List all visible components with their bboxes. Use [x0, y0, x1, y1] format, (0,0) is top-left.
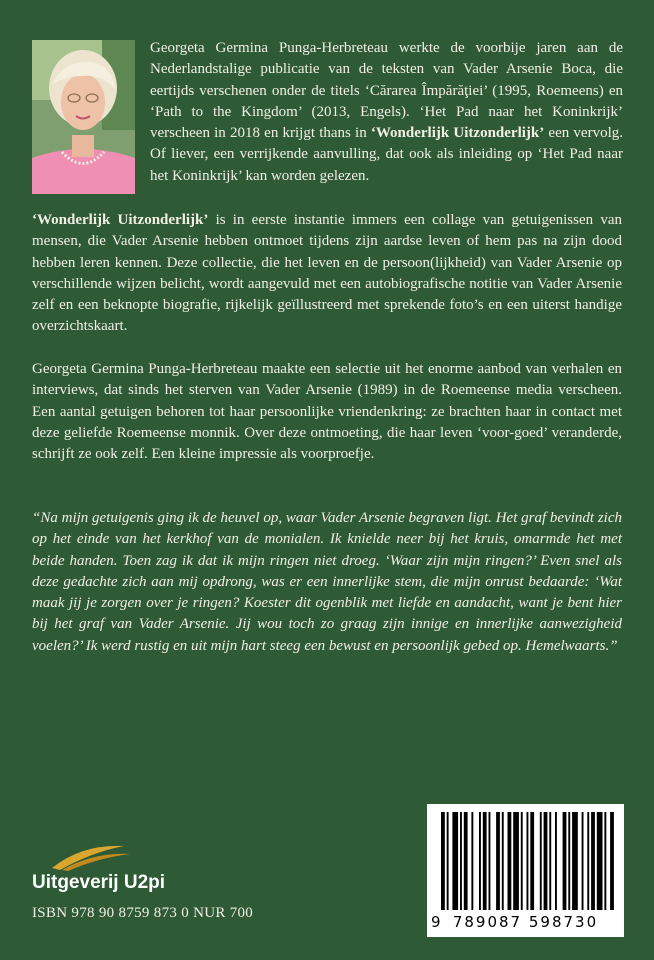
author-bio-paragraph — [150, 38, 623, 187]
quote-paragraph — [32, 508, 622, 657]
selection-text: Georgeta Germina Punga-Herbreteau maakte een selectie uit het enorme aanbod van verhalen en interviews, dat sinds het sterven van Vader Arsenie (1989) in de Roemeense media verscheen. Een aantal getuigen behoren tot haar persoonlijke vriendenkring: ze brachten haar in contact met deze geliefde Roemeense monnik. Over deze ontmoeting, die haar leven ‘voor-goed’ veranderde, schrijft ze ook zelf. Een kleine impressie als voorproefje. — [32, 361, 622, 463]
book-title-bold: ‘Wonderlijk Uitzonderlijk’ — [370, 125, 545, 142]
barcode-digits: 789087 598730 — [452, 913, 599, 931]
bio-text-part-a: Georgeta Germina Punga-Herbreteau werkte de voorbije jaren aan de Nederlandstalige publicatie van de teksten van Vader Arsenie Boca, die eertijds verschenen onder de titels ‘Cărarea Împărăţiei’ (1995, Roemeens) en ‘Path to the Kingdom’ (2013, Engels). ‘Het Pad naar het Koninkrijk’ verscheen in 2018 en krijgt thans in — [150, 40, 623, 142]
publisher-name: Uitgeverij U2pi — [32, 872, 166, 893]
isbn-line: ISBN 978 90 8759 873 0 NUR 700 — [32, 905, 254, 921]
book-description-paragraph — [32, 210, 622, 338]
book-title-bold: ‘Wonderlijk Uitzonderlijk’ — [32, 212, 209, 228]
publisher-swoosh-icon — [32, 840, 152, 872]
bio-text-part-b: een vervolg. Of liever, een verrijkende aanvulling, dat ook als inleiding op ‘Het Pad naar het Koninkrijk’ kan worden gelezen. — [150, 125, 623, 184]
quote-text: “Na mijn getuigenis ging ik de heuvel op, waar Vader Arsenie begraven ligt. Het graf bevindt zich op het einde van het kerkhof van de monialen. Ik knielde neer bij het kruis, omarmde het met beide handen. Toen zag ik dat ik mijn ringen niet droeg. ‘Waar zijn mijn ringen?’ Even snel als deze gedachte zich aan mij opdrong, was er een innerlijke stem, die mijn onrust bedaarde: ‘Wat maak jij je zorgen over je ringen? Koester dit ogenblik met liefde en aandacht, want je bent hier bij het graf van Vader Arsenie. Jij wou toch zo graag zijn innige en innerlijke aanwezigheid voelen?’ Ik werd rustig en uit mijn hart steeg een bewust en persoonlijk gebed op. Hemelwaarts.” — [32, 510, 622, 654]
description-text: is in eerste instantie immers een collage van getuigenissen van mensen, die Vader Arsenie hebben ontmoet tijdens zijn aardse leven of hem pas na zijn dood hebben leren kennen. Deze collectie, die het leven en de persoon(lijkheid) van Vader Arsenie op verschillende wijzen belicht, wordt aangevuld met een autobiografische notitie van Vader Arsenie zelf en een beknopte biografie, rijkelijk geïllustreerd met sprekende foto’s en een uiterst handige overzichtskaart. — [32, 212, 622, 335]
barcode-bars — [427, 804, 624, 914]
author-photo — [32, 40, 135, 194]
author-portrait-image — [32, 40, 135, 194]
barcode-lead-digit: 9 — [431, 913, 441, 931]
isbn-barcode — [427, 804, 624, 937]
selection-paragraph — [32, 359, 622, 465]
